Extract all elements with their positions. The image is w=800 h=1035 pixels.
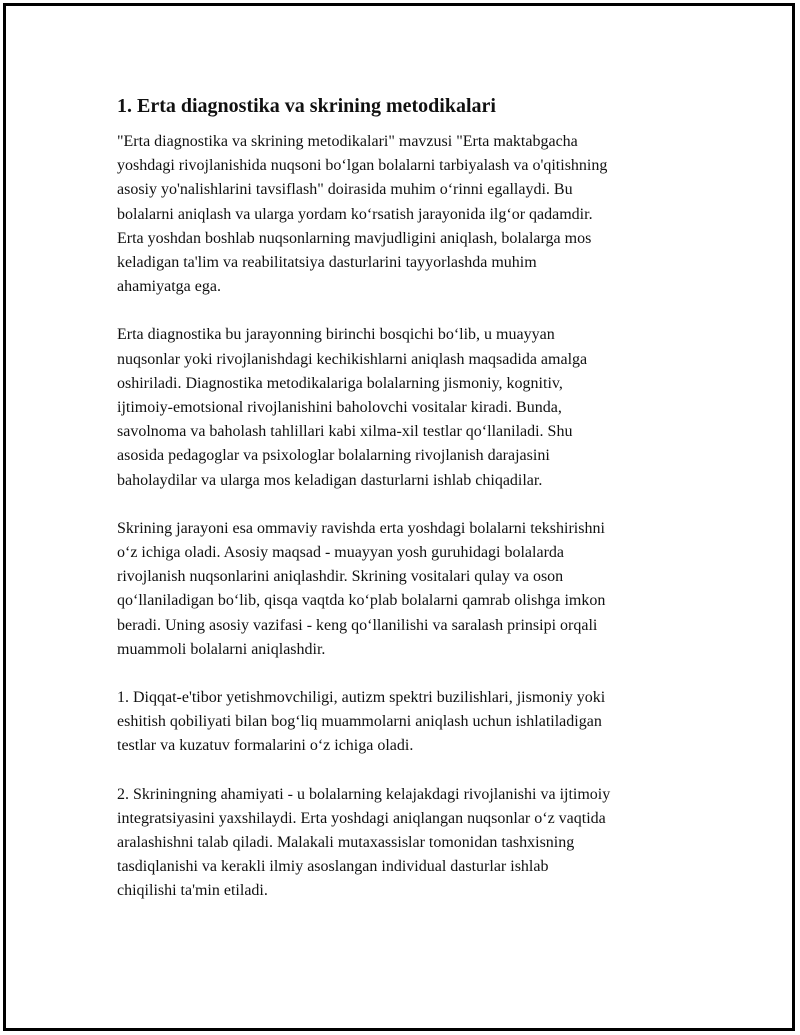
paragraph-screening: Skrining jarayoni esa ommaviy ravishda erta yoshdagi bolalarni tekshirishni o‘z ichiga oladi. Asosiy maqsad - muayyan yosh guruhidagi bolalarda rivojlanish nuqsonlarini aniqlashdir. Skrining vositalari qulay va oson qo‘llaniladigan bo‘lib, qisqa vaqtda ko‘plab bolalarni qamrab olishga imkon beradi. Uning asosiy vazifasi - keng qo‘llanilishi va saralash prinsipi orqali muammoli bolalarni aniqlashdir. [117, 519, 606, 658]
document-body [117, 92, 695, 928]
paragraph-list-item-1: 1. Diqqat-e'tibor yetishmovchiligi, autizm spektri buzilishlari, jismoniy yoki eshitish qobiliyati bilan bog‘liq muammolarni aniqlash uchun ishlatiladigan testlar va kuzatuv formalarini o‘z ichiga oladi. [117, 689, 606, 755]
document-title: 1. Erta diagnostika va skrining metodikalari [117, 95, 496, 117]
paragraph-intro: "Erta diagnostika va skrining metodikalari" mavzusi "Erta maktabgacha yoshdagi rivojlanishida nuqsoni bo‘lgan bolalarni tarbiyalash va o'qitishning asosiy yo'nalishlarini tavsiflash" doirasida muhim o‘rinni egallaydi. Bu bolalarni aniqlash va ularga yordam ko‘rsatish jarayonida ilg‘or qadamdir. Erta yoshdan boshlab nuqsonlarning mavjudligini aniqlash, bolalarga mos keladigan ta'lim va reabilitatsiya dasturlarini tayyorlashda muhim ahamiyatga ega. [117, 133, 608, 296]
paragraph-early-diagnostics: Erta diagnostika bu jarayonning birinchi bosqichi bo‘lib, u muayyan nuqsonlar yoki rivojlanishdagi kechikishlarni aniqlash maqsadida amalga oshiriladi. Diagnostika metodikalariga bolalarning jismoniy, kognitiv, ijtimoiy-emotsional rivojlanishini baholovchi vositalar kiradi. Bunda, savolnoma va baholash tahlillari kabi xilma-xil testlar qo‘llaniladi. Shu asosida pedagoglar va psixologlar bolalarning rivojlanish darajasini baholaydilar va ularga mos keladigan dasturlarni ishlab chiqadilar. [117, 326, 588, 489]
paragraph-list-item-2: 2. Skriningning ahamiyati - u bolalarning kelajakdagi rivojlanishi va ijtimoiy integratsiyasini yaxshilaydi. Erta yoshdagi aniqlangan nuqsonlar o‘z vaqtida aralashishni talab qiladi. Malakali mutaxassislar tomonidan tashxisning tasdiqlanishi va kerakli ilmiy asoslangan individual dasturlar ishlab chiqilishi ta'min etiladi. [117, 785, 611, 900]
